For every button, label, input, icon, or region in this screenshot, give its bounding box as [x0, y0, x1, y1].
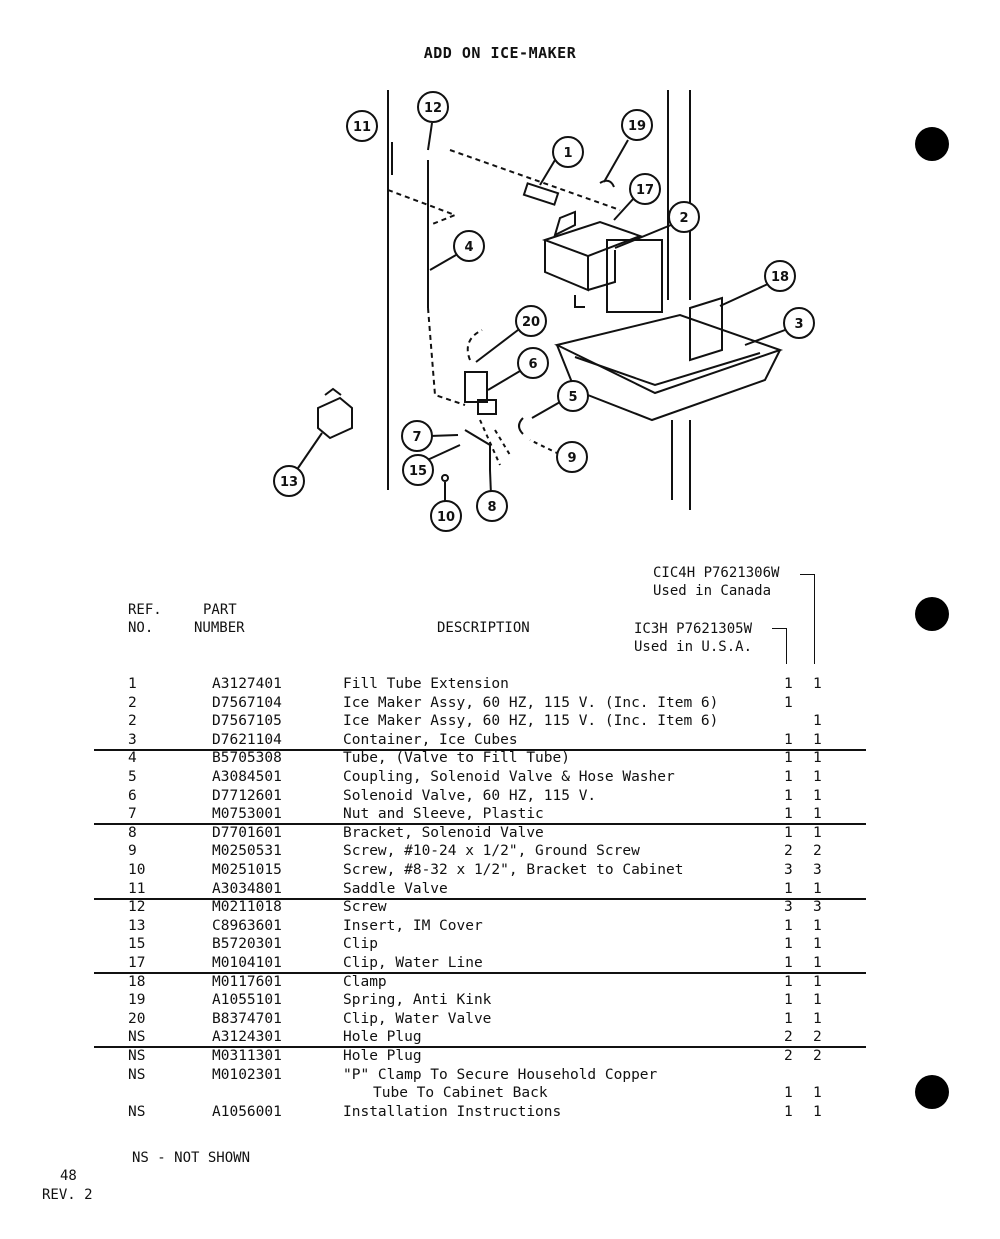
group-separator [94, 1046, 866, 1048]
qty-model-a-cell: 2 [813, 843, 822, 860]
description-cell: Screw, #10-24 x 1/2", Ground Screw [343, 843, 640, 860]
part-number-cell: D7701601 [212, 824, 282, 841]
part-number-cell: D7567105 [212, 713, 282, 730]
description-cell: Spring, Anti Kink [343, 992, 492, 1009]
description-cell: Fill Tube Extension [343, 676, 509, 692]
ref-cell: NS [128, 1029, 146, 1046]
part-header-l2: NUMBER [194, 620, 245, 636]
part-number-cell: B8374701 [212, 1010, 282, 1027]
qty-model-b-cell: 2 [784, 1029, 793, 1046]
description-cell: Nut and Sleeve, Plastic [343, 806, 544, 823]
punch-hole-middle [915, 597, 949, 631]
qty-model-a-cell: 1 [813, 1103, 822, 1120]
table-row [0, 675, 1000, 694]
ref-cell: 15 [128, 936, 146, 953]
svg-text:6: 6 [528, 357, 538, 372]
svg-text:17: 17 [635, 183, 655, 198]
table-row [0, 1066, 1000, 1102]
description-cell: Clip, Water Valve [343, 1010, 492, 1027]
table-row [0, 973, 1000, 992]
part-number-cell: A3127401 [212, 676, 282, 692]
table-row [0, 1103, 1000, 1122]
svg-text:7: 7 [412, 430, 422, 445]
svg-text:13: 13 [279, 475, 299, 490]
description-cell: "P" Clamp To Secure Household Copper [343, 1066, 658, 1083]
part-number-cell: D7621104 [212, 731, 282, 748]
qty-model-b-cell: 1 [784, 1010, 793, 1027]
qty-model-b-cell: 1 [784, 936, 793, 953]
svg-text:19: 19 [627, 119, 647, 134]
ref-cell: 3 [128, 731, 137, 748]
qty-model-b-cell: 1 [784, 787, 793, 804]
description-header: DESCRIPTION [437, 620, 530, 636]
description-cell: Screw [343, 899, 387, 916]
ref-cell: 12 [128, 899, 146, 916]
table-row [0, 880, 1000, 899]
description-cell: Coupling, Solenoid Valve & Hose Washer [343, 769, 675, 785]
model-b-bracket-line [786, 628, 787, 664]
table-row [0, 1047, 1000, 1066]
table-row [0, 787, 1000, 806]
qty-model-a-cell: 3 [813, 862, 822, 878]
callout-7 [402, 421, 432, 451]
qty-model-a-cell: 1 [813, 787, 822, 804]
table-row [0, 991, 1000, 1010]
qty-model-b-cell: 2 [784, 843, 793, 860]
table-row [0, 824, 1000, 843]
table-row [0, 749, 1000, 768]
svg-text:18: 18 [770, 270, 790, 285]
group-separator [94, 749, 866, 751]
svg-text:20: 20 [521, 315, 541, 330]
ref-cell: 18 [128, 973, 146, 990]
part-number-cell: D7712601 [212, 787, 282, 804]
group-separator [94, 823, 866, 825]
callout-4 [454, 231, 484, 261]
ref-cell: 2 [128, 694, 137, 711]
callout-1 [553, 137, 583, 167]
qty-model-a-cell: 1 [813, 713, 822, 730]
description-cell: Bracket, Solenoid Valve [343, 824, 544, 841]
qty-model-a-cell: 1 [813, 880, 822, 897]
qty-model-a-cell: 1 [813, 750, 822, 767]
callout-13 [765, 261, 795, 291]
table-row [0, 1028, 1000, 1047]
group-separator [94, 898, 866, 900]
part-number-cell: A1055101 [212, 992, 282, 1009]
qty-model-b-cell: 1 [784, 694, 793, 711]
table-row [0, 805, 1000, 824]
callout-3 [784, 308, 814, 338]
model-a-name: CIC4H P7621306W [653, 565, 780, 581]
part-number-cell: M0211018 [212, 899, 282, 916]
ref-cell: NS [128, 1066, 146, 1083]
qty-model-b-cell: 3 [784, 899, 793, 916]
qty-model-b-cell: 2 [784, 1048, 793, 1064]
svg-text:10: 10 [436, 510, 456, 525]
callout-11 [274, 466, 304, 496]
ref-header-l2: NO. [128, 620, 154, 636]
callout-18 [418, 92, 448, 122]
description-cell: Container, Ice Cubes [343, 731, 518, 748]
description-cell: Solenoid Valve, 60 HZ, 115 V. [343, 787, 597, 804]
model-a-bracket [800, 574, 814, 575]
page-title: ADD ON ICE-MAKER [423, 44, 577, 62]
ref-cell: 19 [128, 992, 146, 1009]
model-b-bracket [772, 628, 786, 629]
callout-9 [557, 442, 587, 472]
table-row [0, 842, 1000, 861]
ref-cell: 17 [128, 955, 146, 971]
svg-text:3: 3 [794, 317, 804, 332]
table-row [0, 712, 1000, 731]
ref-header-l1: REF. [128, 602, 162, 618]
table-row [0, 917, 1000, 936]
ref-cell: 7 [128, 806, 137, 823]
part-number-cell: M0251015 [212, 862, 282, 878]
ref-cell: 9 [128, 843, 137, 860]
svg-text:2: 2 [679, 211, 689, 226]
part-number-cell: A3084501 [212, 769, 282, 785]
qty-model-b-cell: 1 [784, 992, 793, 1009]
qty-model-a-cell: 1 [813, 1010, 822, 1027]
svg-text:1: 1 [563, 146, 573, 161]
revision: REV. 2 [42, 1187, 93, 1203]
part-number-cell: C8963601 [212, 917, 282, 934]
exploded-parts-diagram [260, 85, 840, 535]
ref-cell: 2 [128, 713, 137, 730]
punch-hole-top [915, 127, 949, 161]
table-row [0, 694, 1000, 713]
callout-15 [622, 110, 652, 140]
svg-text:8: 8 [487, 500, 497, 515]
part-number-cell: A3124301 [212, 1029, 282, 1046]
ref-cell: NS [128, 1103, 146, 1120]
table-row [0, 898, 1000, 917]
description-cell: Tube, (Valve to Fill Tube) [343, 750, 570, 767]
description-cell: Clamp [343, 973, 387, 990]
ref-cell: NS [128, 1048, 146, 1064]
footnote: NS - NOT SHOWN [132, 1150, 251, 1166]
description-cell: Installation Instructions [343, 1103, 562, 1120]
description-cell: Ice Maker Assy, 60 HZ, 115 V. (Inc. Item 6) [343, 694, 719, 711]
svg-text:9: 9 [567, 451, 577, 466]
qty-model-a-cell: 2 [813, 1048, 822, 1064]
model-a-bracket-line [814, 574, 815, 664]
ref-cell: 11 [128, 880, 146, 897]
description-cell: Clip [343, 936, 378, 953]
part-number-cell: B5705308 [212, 750, 282, 767]
qty-model-a-cell: 1 [813, 731, 822, 748]
qty-model-b-cell: 3 [784, 862, 793, 878]
qty-model-a-cell: 1 [813, 992, 822, 1009]
description-cell: Saddle Valve [343, 880, 448, 897]
description-cell: Clip, Water Line [343, 955, 483, 971]
callout-12 [630, 174, 660, 204]
table-row [0, 1010, 1000, 1029]
part-number-cell: D7567104 [212, 694, 282, 711]
qty-model-a-cell: 1 [813, 936, 822, 953]
callout-2 [669, 202, 699, 232]
qty-model-b-cell: 1 [784, 880, 793, 897]
part-number-cell: M0311301 [212, 1048, 282, 1064]
ref-cell: 1 [128, 676, 137, 692]
svg-text:11: 11 [352, 120, 372, 135]
qty-model-a-cell: 1 [813, 1085, 822, 1102]
part-header-l1: PART [203, 602, 237, 618]
part-number-cell: M0117601 [212, 973, 282, 990]
qty-model-b-cell: 1 [784, 676, 793, 692]
svg-text:4: 4 [464, 240, 474, 255]
qty-model-b-cell: 1 [784, 750, 793, 767]
ref-cell: 20 [128, 1010, 146, 1027]
table-row [0, 768, 1000, 787]
qty-model-b-cell: 1 [784, 955, 793, 971]
ref-cell: 13 [128, 917, 146, 934]
qty-model-b-cell: 1 [784, 973, 793, 990]
ref-cell: 10 [128, 862, 146, 878]
qty-model-b-cell: 1 [784, 1085, 793, 1102]
ref-cell: 8 [128, 824, 137, 841]
model-b-name: IC3H P7621305W [634, 621, 753, 637]
svg-text:15: 15 [408, 464, 428, 479]
qty-model-b-cell: 1 [784, 824, 793, 841]
qty-model-b-cell: 1 [784, 731, 793, 748]
callout-5 [558, 381, 588, 411]
model-a-region: Used in Canada [653, 583, 772, 599]
part-number-cell: B5720301 [212, 936, 282, 953]
qty-model-a-cell: 3 [813, 899, 822, 916]
callout-19 [403, 455, 433, 485]
qty-model-a-cell: 1 [813, 973, 822, 990]
description-cell-continued: Tube To Cabinet Back [373, 1085, 548, 1102]
part-number-cell: A3034801 [212, 880, 282, 897]
qty-model-a-cell: 1 [813, 676, 822, 692]
ref-cell: 6 [128, 787, 137, 804]
part-number-cell: M0753001 [212, 806, 282, 823]
callout-20 [516, 306, 546, 336]
qty-model-a-cell: 2 [813, 1029, 822, 1046]
svg-text:5: 5 [568, 390, 578, 405]
description-cell: Hole Plug [343, 1048, 422, 1064]
page-number: 48 [60, 1168, 77, 1184]
qty-model-a-cell: 1 [813, 769, 822, 785]
qty-model-a-cell: 1 [813, 806, 822, 823]
qty-model-a-cell: 1 [813, 955, 822, 971]
group-separator [94, 972, 866, 974]
table-row [0, 935, 1000, 954]
ref-cell: 5 [128, 769, 137, 785]
table-row [0, 731, 1000, 750]
qty-model-b-cell: 1 [784, 806, 793, 823]
description-cell: Insert, IM Cover [343, 917, 483, 934]
part-number-cell: A1056001 [212, 1103, 282, 1120]
table-row [0, 954, 1000, 973]
callout-8 [477, 491, 507, 521]
part-number-cell: M0250531 [212, 843, 282, 860]
qty-model-b-cell: 1 [784, 1103, 793, 1120]
qty-model-b-cell: 1 [784, 769, 793, 785]
svg-text:12: 12 [423, 101, 443, 116]
qty-model-a-cell: 1 [813, 824, 822, 841]
part-number-cell: M0102301 [212, 1066, 282, 1083]
description-cell: Ice Maker Assy, 60 HZ, 115 V. (Inc. Item 6) [343, 713, 719, 730]
description-cell: Screw, #8-32 x 1/2", Bracket to Cabinet [343, 862, 684, 878]
ref-cell: 4 [128, 750, 137, 767]
table-row [0, 861, 1000, 880]
description-cell: Hole Plug [343, 1029, 422, 1046]
qty-model-b-cell: 1 [784, 917, 793, 934]
callout-17 [347, 111, 377, 141]
callout-10 [431, 501, 461, 531]
part-number-cell: M0104101 [212, 955, 282, 971]
callout-6 [518, 348, 548, 378]
qty-model-a-cell: 1 [813, 917, 822, 934]
model-b-region: Used in U.S.A. [634, 639, 753, 655]
